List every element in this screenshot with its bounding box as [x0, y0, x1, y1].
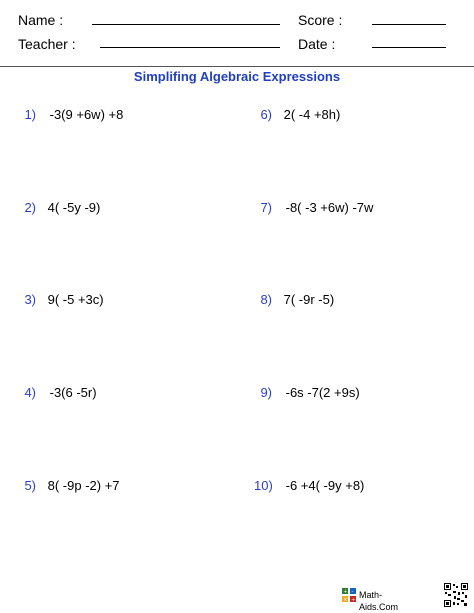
problem-2	[22, 200, 100, 216]
score-label: Score :	[298, 12, 343, 28]
problem-5	[22, 478, 120, 494]
problem-expression: -3(6 -5r)	[49, 385, 97, 400]
svg-text:+: +	[343, 589, 348, 596]
problem-expression: 7( -9r -5)	[283, 292, 335, 307]
problem-number: 6)	[260, 107, 272, 122]
site-name: Math-Aids.Com	[359, 590, 399, 612]
problem-number: 4)	[24, 385, 36, 400]
problem-10	[254, 478, 364, 494]
problem-number: 9)	[260, 385, 272, 400]
worksheet-title: Simplifing Algebraic Expressions	[133, 69, 341, 84]
problem-expression: 4( -5y -9)	[47, 200, 101, 215]
date-label: Date :	[298, 36, 336, 52]
problem-number: 8)	[260, 292, 272, 307]
problem-number: 10)	[254, 478, 273, 493]
header-divider	[0, 66, 474, 67]
name-line[interactable]	[92, 24, 280, 25]
problem-4	[22, 385, 97, 401]
problem-expression: -6s -7(2 +9s)	[285, 385, 360, 400]
problem-number: 2)	[24, 200, 36, 215]
problem-expression: 8( -9p -2) +7	[47, 478, 120, 493]
svg-text:×: ×	[343, 597, 348, 602]
problem-expression: -8( -3 +6w) -7w	[285, 200, 374, 215]
problem-expression: -3(9 +6w) +8	[49, 107, 124, 122]
problem-number: 5)	[24, 478, 36, 493]
problem-expression: -6 +4( -9y +8)	[285, 478, 365, 493]
problem-number: 3)	[24, 292, 36, 307]
problem-number: 1)	[24, 107, 36, 122]
problem-expression: 9( -5 +3c)	[47, 292, 104, 307]
problem-1	[22, 107, 123, 123]
qr-code-icon	[444, 583, 468, 607]
name-label: Name :	[18, 12, 64, 28]
date-line[interactable]	[372, 47, 446, 48]
problem-9	[258, 385, 360, 401]
problem-number: 7)	[260, 200, 272, 215]
problem-6	[258, 107, 340, 123]
problem-8	[258, 292, 334, 308]
score-line[interactable]	[372, 24, 446, 25]
svg-text:-: -	[351, 589, 354, 596]
teacher-label: Teacher :	[18, 36, 76, 52]
problem-7	[258, 200, 373, 216]
teacher-line[interactable]	[100, 47, 280, 48]
problem-expression: 2( -4 +8h)	[283, 107, 341, 122]
problem-3	[22, 292, 104, 308]
math-aids-logo-icon	[342, 588, 356, 602]
svg-text:÷: ÷	[351, 597, 356, 602]
